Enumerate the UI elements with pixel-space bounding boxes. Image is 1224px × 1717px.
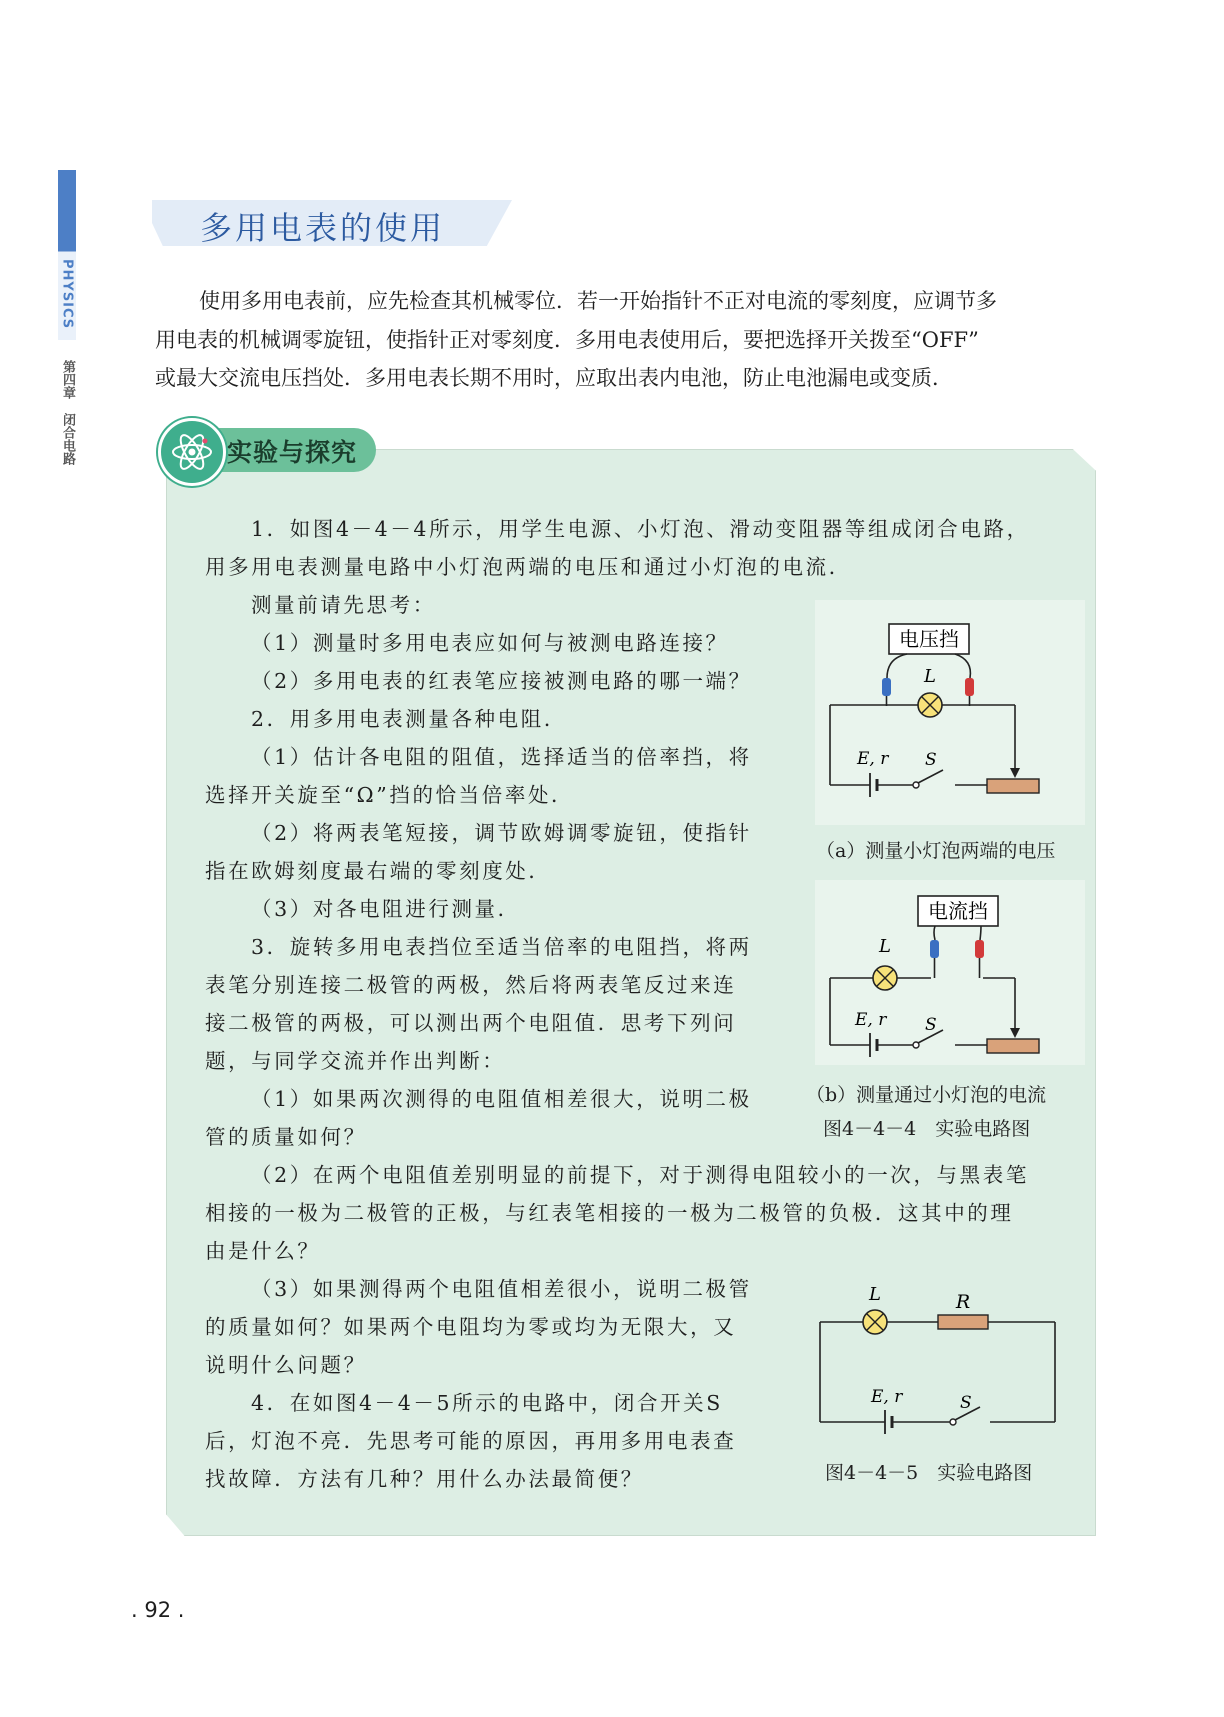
exp-line: 找故障．方法有几种？用什么办法最简便？ [205,1467,644,1491]
exp-line: （2）将两表笔短接，调节欧姆调零旋钮，使指针 [251,821,752,845]
section-title: 多用电表的使用 [200,209,446,247]
lamp-label: L [879,936,891,957]
exp-line: 表笔分别连接二极管的两极，然后将两表笔反过来连 [205,973,737,997]
red-probe-icon [965,678,974,696]
ammeter-label: 电流挡 [928,899,988,923]
figure-a-circuit [815,600,1085,825]
exp-line: 的质量如何？如果两个电阻均为零或均为无限大，又 [205,1315,737,1339]
switch-label: S [960,1393,972,1413]
page-number: . 92 . [131,1598,185,1622]
chapter-number: 第四章 [60,360,75,399]
intro-line-2: 用电表的机械调零旋钮，使指针正对零刻度．多用电表使用后，要把选择开关拨至“OFF” [155,327,979,352]
exp-line: 选择开关旋至“Ω”挡的恰当倍率处． [205,783,575,807]
source-label: E, r [855,1010,887,1030]
exp-line: 1．如图4－4－4所示，用学生电源、小灯泡、滑动变阻器等组成闭合电路， [251,517,1030,541]
chapter-title: 闭合电路 [60,413,75,465]
exp-line: （1）估计各电阻的阻值，选择适当的倍率挡，将 [251,745,752,769]
exp-line: 2．用多用电表测量各种电阻． [251,707,567,731]
figure-444-caption: 图4－4－4 实验电路图 [823,1118,1031,1140]
rheostat-icon [987,779,1039,793]
exp-line: 后，灯泡不亮．先思考可能的原因，再用多用电表查 [205,1429,737,1453]
blue-probe-icon [930,940,939,958]
exp-line: （1）如果两次测得的电阻值相差很大，说明二极 [251,1087,752,1111]
figure-b-caption: （b）测量通过小灯泡的电流 [806,1084,1047,1106]
blue-probe-icon [882,678,891,696]
source-label: E, r [857,749,889,769]
exp-line: 接二极管的两极，可以测出两个电阻值．思考下列问 [205,1011,737,1035]
exp-line: （1）测量时多用电表应如何与被测电路连接？ [251,631,729,655]
lamp-label: L [869,1284,881,1305]
figure-445-caption: 图4－4－5 实验电路图 [825,1462,1033,1484]
exp-line: 测量前请先思考： [251,593,436,617]
exp-line: 说明什么问题？ [205,1353,367,1377]
exp-line: （3）对各电阻进行测量． [251,897,521,921]
exp-line: （2）在两个电阻值差别明显的前提下，对于测得电阻较小的一次，与黑表笔 [251,1163,1029,1187]
exp-line: （3）如果测得两个电阻值相差很小，说明二极管 [251,1277,752,1301]
red-probe-icon [975,940,984,958]
resistor-icon [938,1315,988,1329]
switch-label: S [925,750,937,770]
exp-line: 由是什么？ [205,1239,321,1263]
lamp-label: L [924,666,936,687]
atom-icon [158,418,226,486]
side-chapter-label [60,360,76,465]
exp-line: 管的质量如何？ [205,1125,367,1149]
intro-line-3: 或最大交流电压挡处．多用电表长期不用时，应取出表内电池，防止电池漏电或变质． [155,366,953,390]
voltmeter-label: 电压挡 [899,627,959,651]
switch-label: S [925,1015,937,1035]
exp-line: 指在欧姆刻度最右端的零刻度处． [205,859,552,883]
figure-b-circuit [815,880,1085,1065]
experiment-badge-label: 实验与探究 [227,438,358,467]
resistor-label: R [955,1291,971,1313]
exp-line: （2）多用电表的红表笔应接被测电路的哪一端？ [251,669,752,693]
source-label: E, r [871,1387,903,1407]
exp-line: 题，与同学交流并作出判断： [205,1049,506,1073]
intro-paragraph [155,282,1100,398]
subject-label: PHYSICS [59,258,75,330]
side-subject-tab [58,252,76,336]
intro-line-1: 使用多用电表前，应先检查其机械零位．若一开始指针不正对电流的零刻度，应调节多 [199,289,997,313]
rheostat-icon [987,1039,1039,1053]
exp-line: 3．旋转多用电表挡位至适当倍率的电阻挡，将两 [251,935,752,959]
exp-line: 用多用电表测量电路中小灯泡两端的电压和通过小灯泡的电流． [205,555,852,579]
exp-line: 相接的一极为二极管的正极，与红表笔相接的一极为二极管的负极．这其中的理 [205,1201,1014,1225]
figure-a-caption: （a）测量小灯泡两端的电压 [816,840,1056,862]
figure-445-circuit [815,1280,1075,1440]
exp-line: 4．在如图4－4－5所示的电路中，闭合开关S [251,1391,723,1415]
